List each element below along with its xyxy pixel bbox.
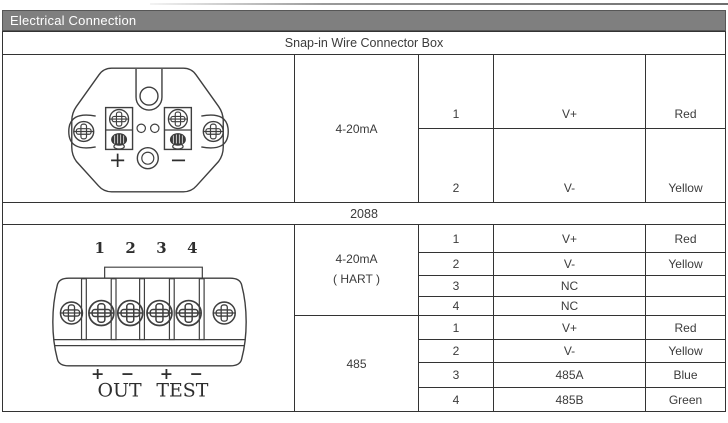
wire-color-cell: Yellow xyxy=(646,129,725,203)
pin-cell: 2 xyxy=(419,129,494,203)
phillips-screw-icon xyxy=(74,121,94,141)
pin-cell: 1 xyxy=(419,316,494,340)
pin-cell: 4 xyxy=(419,388,494,411)
knurled-screw-icon xyxy=(111,133,127,149)
pin-cell: 2 xyxy=(419,340,494,363)
pin-cell: 2 xyxy=(419,253,494,276)
pin-bracket xyxy=(105,267,203,278)
hart-mode-label: 4-20mA xyxy=(335,252,378,267)
phillips-screw-icon xyxy=(203,121,223,141)
terminal-block-diagram-cell xyxy=(3,225,295,411)
hart-mode-label-line2: ( HART ) xyxy=(333,272,380,286)
test-label: TEST xyxy=(156,379,209,402)
wire-color-cell: Red xyxy=(646,316,725,340)
signal-cell: V- xyxy=(494,253,646,276)
header-bar xyxy=(2,10,726,31)
pin-cell: 4 xyxy=(419,297,494,316)
wire-color-cell: Blue xyxy=(646,363,725,388)
phillips-screw-icon xyxy=(118,301,143,326)
pin-cell: 3 xyxy=(419,363,494,388)
pin-cell: 3 xyxy=(419,276,494,297)
signal-cell: 485B xyxy=(494,388,646,411)
signal-cell: NC xyxy=(494,276,646,297)
pin-cell: 1 xyxy=(419,225,494,253)
snap-mode-cell: 4-20mA xyxy=(295,55,419,203)
phillips-screw-icon xyxy=(176,301,201,326)
signal-cell: V- xyxy=(494,340,646,363)
top-tab xyxy=(136,69,162,110)
bottom-hole xyxy=(137,147,158,168)
model-2088-title: 2088 xyxy=(3,203,725,225)
signal-cell: V+ xyxy=(494,316,646,340)
phillips-screw-icon xyxy=(168,109,187,128)
polarity-label: + xyxy=(90,363,105,383)
plus-label: + xyxy=(108,147,127,172)
wire-color-cell: Green xyxy=(668,392,703,407)
signal-cell: V- xyxy=(494,129,646,203)
phillips-screw-icon xyxy=(110,109,129,128)
snap-section-title: Snap-in Wire Connector Box xyxy=(3,32,725,55)
electrical-connection-table xyxy=(2,31,726,412)
signal-cell: V+ xyxy=(494,55,646,129)
pin-cell: 1 xyxy=(419,55,494,129)
terminal-block-diagram xyxy=(3,225,294,411)
page-title: Electrical Connection xyxy=(10,13,137,28)
snap-connector-diagram xyxy=(3,55,294,203)
knurled-screw-icon xyxy=(170,133,186,149)
phillips-screw-icon xyxy=(61,302,83,324)
pin-number-label: 3 xyxy=(156,239,167,258)
top-rule xyxy=(150,3,728,5)
wire-color-cell: Yellow xyxy=(646,253,725,276)
pin-number-label: 4 xyxy=(187,239,198,258)
pin-number-label: 2 xyxy=(125,239,136,258)
signal-cell: 485A xyxy=(494,363,646,388)
wire-color-cell: Yellow xyxy=(646,340,725,363)
phillips-screw-icon xyxy=(213,302,235,324)
out-label: OUT xyxy=(97,379,142,402)
phillips-screw-icon xyxy=(89,301,114,326)
wire-color-cell: Red xyxy=(646,55,725,129)
polarity-label: − xyxy=(189,363,204,383)
hart-mode-cell xyxy=(295,225,419,316)
polarity-label: − xyxy=(120,363,135,383)
polarity-label: + xyxy=(159,363,174,383)
snap-connector-diagram-cell xyxy=(3,55,295,203)
signal-cell: V+ xyxy=(494,225,646,253)
minus-label: − xyxy=(169,147,188,172)
rs485-mode-cell: 485 xyxy=(295,316,419,411)
wire-color-cell xyxy=(646,276,725,297)
pin-number-label: 1 xyxy=(94,239,105,258)
wire-color-cell: Red xyxy=(646,225,725,253)
signal-cell: NC xyxy=(494,297,646,316)
wire-color-cell xyxy=(646,297,725,316)
tab-hole xyxy=(140,87,158,105)
phillips-screw-icon xyxy=(147,301,172,326)
